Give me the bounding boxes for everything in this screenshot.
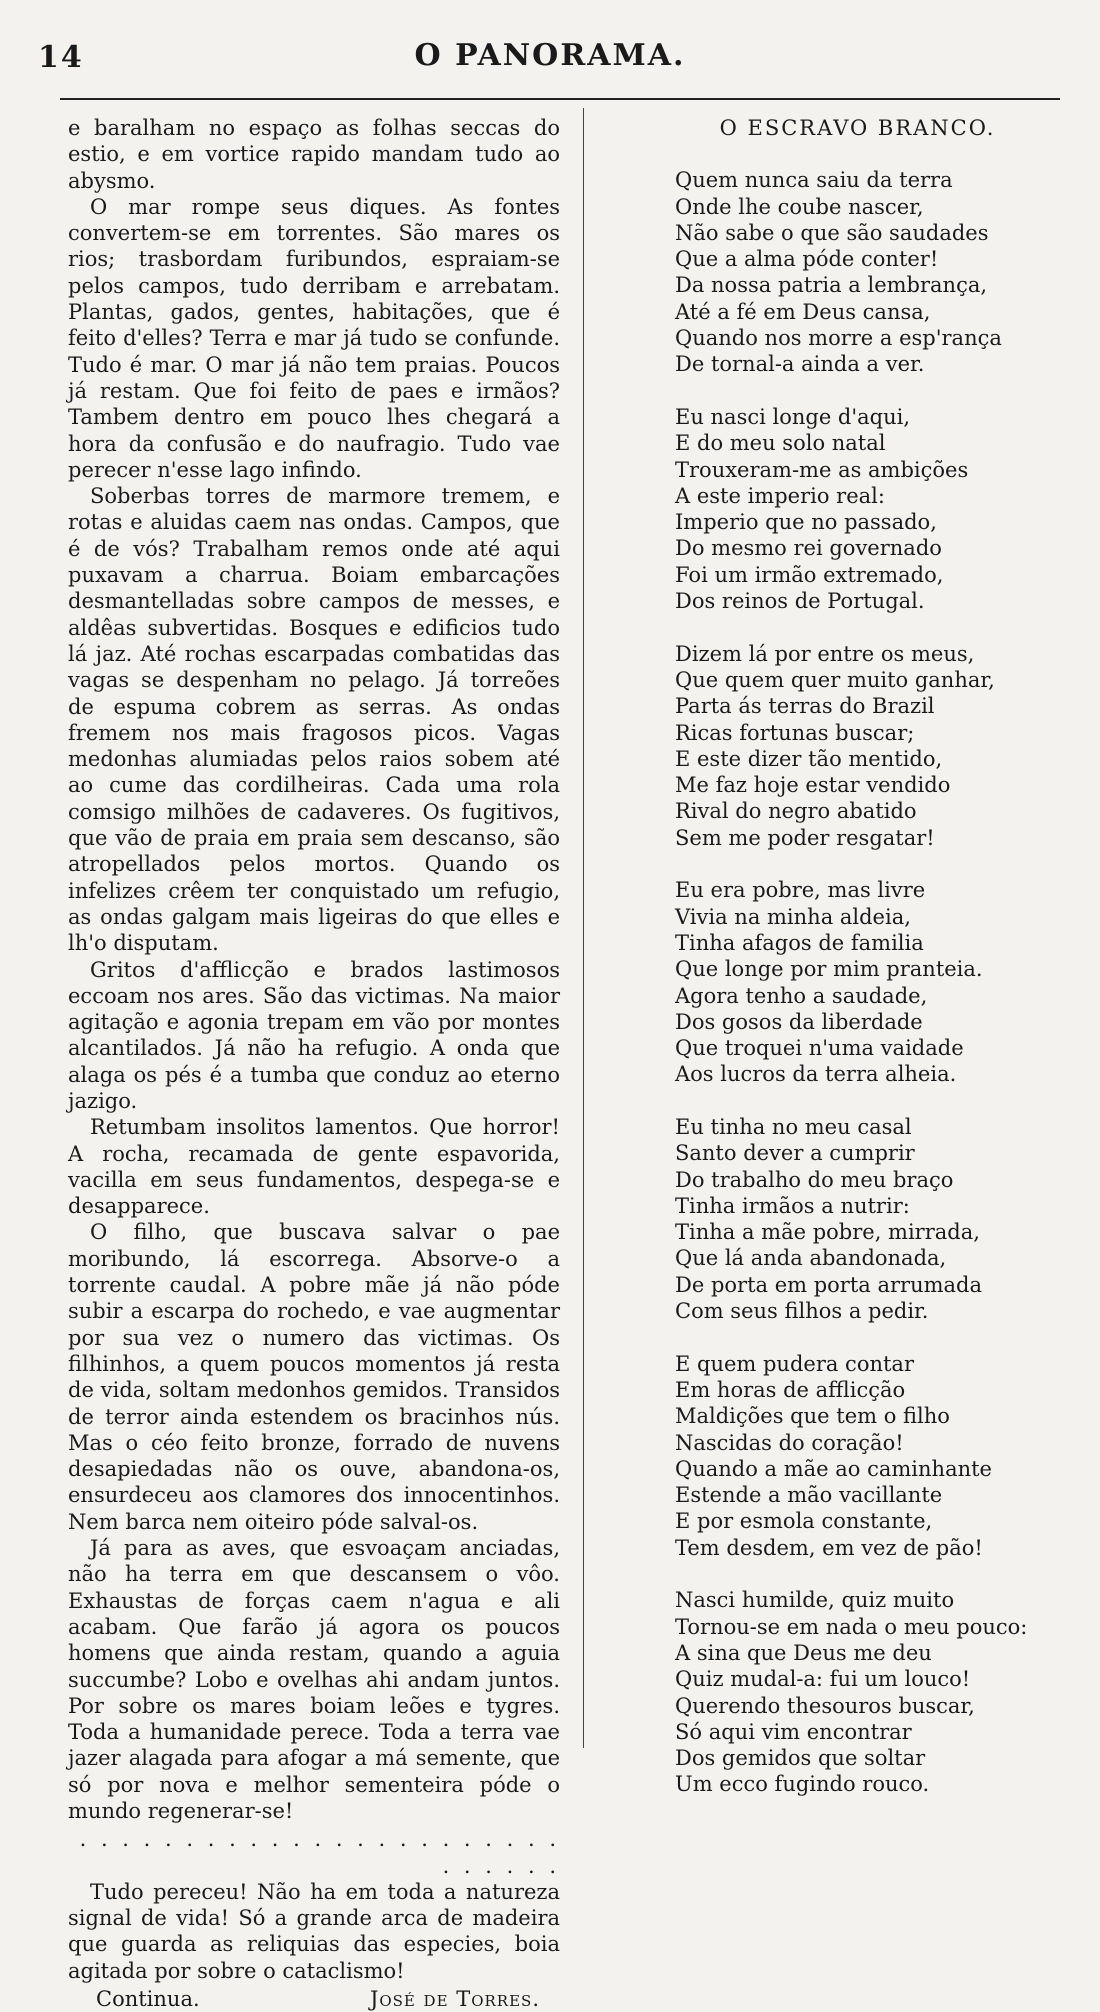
signoff (68, 1986, 560, 2012)
column-divider (583, 108, 584, 1748)
page-header (0, 0, 1100, 110)
poem-line: Com seus filhos a pedir. (675, 1299, 929, 1324)
poem-line: Um ecco fugindo rouco. (675, 1772, 930, 1797)
poem-line: Em horas de afflicção (675, 1377, 906, 1402)
poem-stanza (675, 641, 1065, 851)
poem-line: De porta em porta arrumada (675, 1272, 982, 1297)
poem-line: Agora tenho a saudade, (675, 983, 928, 1008)
poem-line: Parta ás terras do Brazil (675, 694, 935, 719)
prose-column (68, 115, 560, 2012)
poem-line: Quando a mãe ao caminhante (675, 1456, 992, 1481)
poem-line: Tornou-se em nada o meu pouco: (675, 1614, 1028, 1639)
prose-paragraph: e baralham no espaço as folhas seccas do estio, e em vortice rapido mandam tudo ao abysmo. (68, 116, 560, 193)
poem-line: Rival do negro abatido (675, 799, 917, 824)
prose-paragraph: Já para as aves, que esvoaçam anciadas, não ha terra em que descansem o vôo. Exhaustas de forças caem n'agua e ali acabam. Que farão já agora os poucos homens que ainda restam, quando a aguia succumbe? Lobo e ovelhas ahi andam juntos. Por sobre os mares boiam leões e tygres. Toda a humanidade perece. Toda a terra vae jazer alagada para afogar a má semente, que só por nova e melhor sementeira póde o mundo regenerar-se! (68, 1536, 560, 1823)
poem-line: Que quem quer muito ganhar, (675, 667, 995, 692)
prose-paragraph: Gritos d'afflicção e brados lastimosos eccoam nos ares. São das victimas. Na maior agitação e agonia trepam em vão por montes alcantilados. Já não ha refugio. A onda que alaga os pés é a tumba que conduz ao eterno jazigo. (68, 957, 560, 1113)
poem-line: Tinha irmãos a nutrir: (675, 1193, 910, 1218)
poem-stanza (675, 877, 1065, 1087)
poem-line: Onde lhe coube nascer, (675, 194, 924, 219)
poem-line: Eu nasci longe d'aqui, (675, 404, 911, 429)
poem-line: Tem desdem, em vez de pão! (675, 1535, 983, 1560)
poem-line: Que lá anda abandonada, (675, 1246, 947, 1271)
poem-line: Eu tinha no meu casal (675, 1114, 912, 1139)
poem-line: Eu era pobre, mas livre (675, 878, 926, 903)
poem-line: A este imperio real: (675, 483, 885, 508)
poem-line: Nascidas do coração! (675, 1430, 904, 1455)
poem-line: Quando nos morre a esp'rança (675, 326, 1002, 351)
ellipsis-divider: . . . . . . . . . . . . . . . . . . . . . . . . . . . . . (79, 1827, 560, 1878)
poem-line: Do mesmo rei governado (675, 536, 942, 561)
poem-line: Do trabalho do meu braço (675, 1167, 954, 1192)
poem-stanzas (675, 167, 1065, 1797)
prose-paragraph: O mar rompe seus diques. As fontes convertem-se em torrentes. São mares os rios; trasbordam furibundos, espraiam-se pelos campos, tudo derribam e arrebatam. Plantas, gados, gentes, habitações, que é feito d'elles? Terra e mar já tudo se confunde. Tudo é mar. O mar já não tem praias. Poucos já restam. Que foi feito de paes e irmãos? Tambem dentro em pouco lhes chegará a hora da confusão e do naufragio. Tudo vae perecer n'esse lago infindo. (68, 194, 560, 482)
poem-line: Dos gemidos que soltar (675, 1746, 926, 1771)
poem-line: Santo dever a cumprir (675, 1141, 915, 1166)
poem-line: Até a fé em Deus cansa, (675, 299, 931, 324)
prose-paragraph: Retumbam insolitos lamentos. Que horror! A rocha, recamada de gente espavorida, vacilla em seus fundamentos, despega-se e desapparece. (68, 1115, 560, 1219)
poem-line: Querendo thesouros buscar, (675, 1693, 975, 1718)
poem-line: E este dizer tão mentido, (675, 746, 943, 771)
poem-line: Trouxeram-me as ambições (675, 457, 969, 482)
prose-paragraph: O filho, que buscava salvar o pae moribundo, lá escorrega. Absorve-o a torrente caudal. A pobre mãe já não póde subir a escarpa do rochedo, e vae augmentar por sua vez o numero das victimas. Os filhinhos, a quem poucos momentos já resta de vida, soltam medonhos gemidos. Transidos de terror ainda estendem os bracinhos nús. Mas o céo feito bronze, forrado de nuvens desapiedadas não os ouve, abandona-os, ensurdeceu aos clamores dos innocentinhos. Nem barca nem oiteiro póde salval-os. (68, 1220, 560, 1534)
poem-line: Sem me poder resgatar! (675, 825, 935, 850)
journal-title: O PANORAMA. (414, 38, 686, 73)
poem-line: Quem nunca saiu da terra (675, 168, 953, 193)
poem-line: Estende a mão vacillante (675, 1483, 943, 1508)
continua-label: Continua. (96, 1987, 200, 2012)
final-paragraph: Tudo pereceu! Não ha em toda a natureza signal de vida! Só a grande arca de madeira que guarda as reliquias das especies, boia agitada por sobre o cataclismo! (68, 1879, 560, 1983)
poem-line: A sina que Deus me deu (675, 1640, 932, 1665)
header-rule (60, 98, 1060, 100)
poem-line: Não sabe o que são saudades (675, 220, 989, 245)
poem-line: Que a alma póde conter! (675, 247, 939, 272)
poem-line: E quem pudera contar (675, 1351, 914, 1376)
poem-stanza (675, 1114, 1065, 1324)
poem-line: Maldições que tem o filho (675, 1404, 950, 1429)
poem-line: Que troquei n'uma vaidade (675, 1036, 964, 1061)
poem-line: De tornal-a ainda a ver. (675, 352, 925, 377)
poem-line: Dos reinos de Portugal. (675, 589, 925, 614)
poem-stanza (675, 167, 1065, 377)
poem-line: Imperio que no passado, (675, 510, 937, 535)
poem-column (675, 115, 1065, 1824)
poem-line: Que longe por mim pranteia. (675, 957, 983, 982)
poem-line: E do meu solo natal (675, 431, 886, 456)
poem-stanza (675, 1351, 1065, 1561)
poem-line: Dizem lá por entre os meus, (675, 641, 975, 666)
poem-title: O ESCRAVO BRANCO. (719, 116, 996, 140)
poem-line: Só aqui vim encontrar (675, 1719, 912, 1744)
page-number: 14 (38, 40, 84, 75)
poem-line: Da nossa patria a lembrança, (675, 273, 988, 298)
author-name: José de Torres. (369, 1987, 540, 2012)
poem-line: Dos gosos da liberdade (675, 1009, 923, 1034)
poem-line: Quiz mudal-a: fui um louco! (675, 1667, 971, 1692)
prose-paragraph: Soberbas torres de marmore tremem, e rotas e aluidas caem nas ondas. Campos, que é de vós? Trabalham remos onde até aqui puxavam a charrua. Boiam embarcações desmantelladas sobre campos de messes, e aldêas subvertidas. Bosques e edificios tudo lá jaz. Até rochas escarpadas combatidas das vagas se despenham no pelago. Já torreões de espuma cobrem as serras. As ondas fremem nos mais fragosos picos. Vagas medonhas alumiadas pelos raios sobem até ao cume das cordilheiras. Cada uma rola comsigo milhões de cadaveres. Os fugitivos, que vão de praia em praia sem descanso, são atropellados pelos mortos. Quando os infelizes crêem ter conquistado um refugio, as ondas galgam mais ligeiras do que elles e lh'o disputam. (68, 484, 560, 956)
poem-stanza (675, 404, 1065, 614)
poem-line: Tinha afagos de familia (675, 930, 924, 955)
poem-line: E por esmola constante, (675, 1509, 933, 1534)
poem-line: Foi um irmão extremado, (675, 562, 944, 587)
poem-line: Ricas fortunas buscar; (675, 720, 915, 745)
poem-stanza (675, 1587, 1065, 1797)
poem-line: Tinha a mãe pobre, mirrada, (675, 1220, 980, 1245)
poem-line: Vivia na minha aldeia, (675, 904, 911, 929)
poem-line: Me faz hoje estar vendido (675, 773, 951, 798)
poem-line: Aos lucros da terra alheia. (675, 1062, 957, 1087)
poem-line: Nasci humilde, quiz muito (675, 1588, 955, 1613)
